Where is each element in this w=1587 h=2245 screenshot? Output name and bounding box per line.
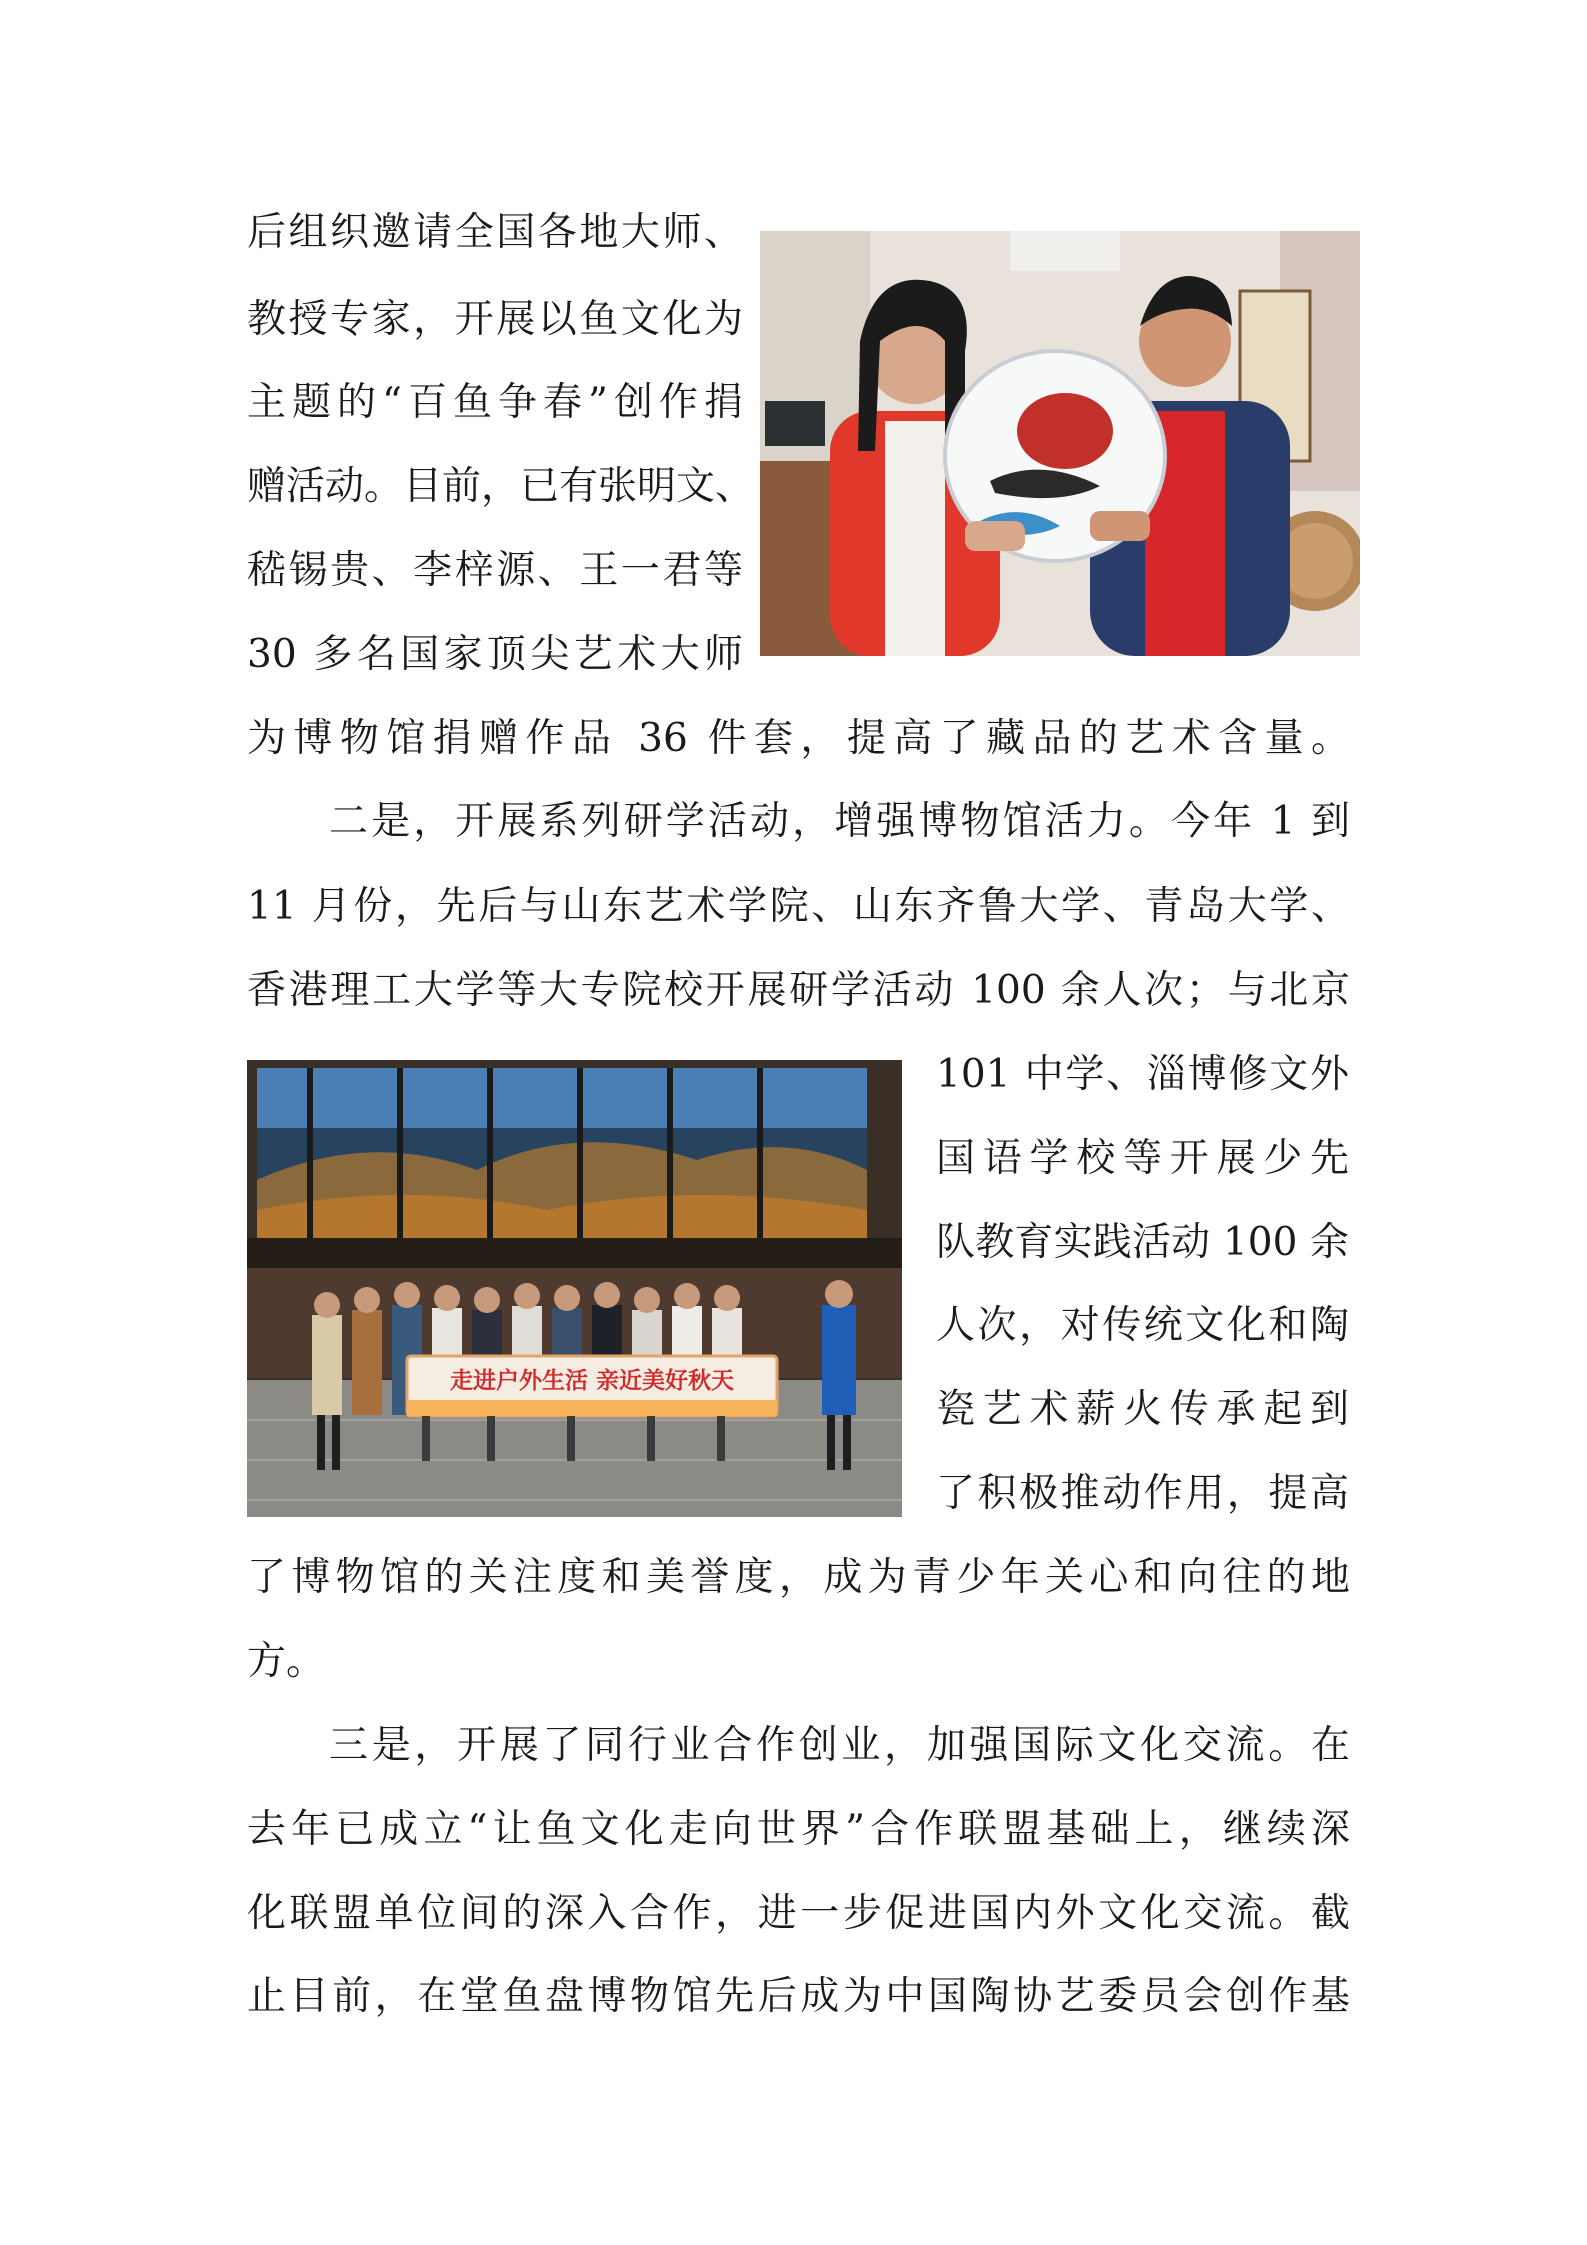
text-line: 人次，对传统文化和陶 (936, 1303, 1349, 1348)
text-line: 瓷艺术薪火传承起到 (936, 1387, 1349, 1432)
text-line: 香港理工大学等大专院校开展研学活动 100 余人次；与北京 (247, 968, 1350, 1013)
text-line: 30 多名国家顶尖艺术大师 (247, 632, 743, 677)
text-line: 教授专家，开展以鱼文化为 (247, 297, 743, 342)
text-line: 方。 (247, 1639, 326, 1684)
text-line: 后组织邀请全国各地大师、 (247, 210, 743, 255)
text-line: 止目前，在堂鱼盘博物馆先后成为中国陶协艺委员会创作基 (247, 1974, 1350, 2019)
text-line: 主题的“百鱼争春”创作捐 (247, 380, 743, 425)
text-line: 101 中学、淄博修文外 (936, 1052, 1349, 1097)
banner-text: 走进户外生活 亲近美好秋天 (449, 1368, 735, 1394)
text-line: 为博物馆捐赠作品 36 件套，提高了藏品的艺术含量。 (247, 716, 1350, 761)
text-line: 了博物馆的关注度和美誉度，成为青少年关心和向往的地 (247, 1555, 1350, 1600)
text-line: 二是，开展系列研学活动，增强博物馆活力。今年 1 到 (329, 799, 1350, 844)
text-line: 三是，开展了同行业合作创业，加强国际文化交流。在 (329, 1723, 1350, 1768)
photo-students-group (247, 1060, 902, 1517)
text-line: 去年已成立“让鱼文化走向世界”合作联盟基础上，继续深 (247, 1807, 1350, 1852)
text-line: 了积极推动作用，提高 (936, 1471, 1349, 1516)
text-line: 化联盟单位间的深入合作，进一步促进国内外文化交流。截 (247, 1891, 1350, 1936)
photo-plate-presentation (760, 231, 1360, 656)
text-line: 国语学校等开展少先 (936, 1136, 1349, 1181)
text-line: 队教育实践活动 100 余 (936, 1220, 1349, 1265)
text-line: 嵇锡贵、李梓源、王一君等 (247, 548, 743, 593)
text-line: 赠活动。目前，已有张明文、 (247, 464, 755, 509)
text-line: 11 月份，先后与山东艺术学院、山东齐鲁大学、青岛大学、 (247, 884, 1350, 929)
